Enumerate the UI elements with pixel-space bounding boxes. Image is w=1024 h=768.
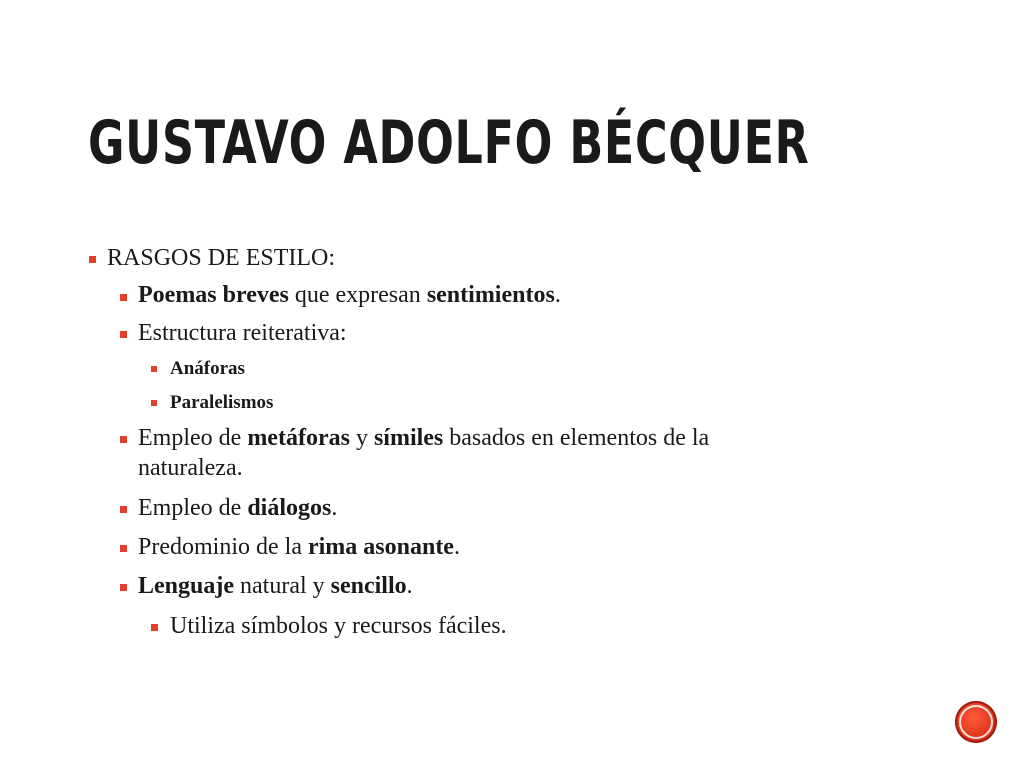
text-span: . [453, 534, 460, 560]
bold-text: sentimientos [426, 282, 555, 308]
bold-text: Lenguaje [138, 573, 234, 599]
bullet-icon [120, 331, 127, 338]
text-span: Predominio de la [138, 534, 308, 560]
next-slide-icon [959, 705, 993, 739]
list-item-label [138, 571, 413, 601]
bullet-icon [120, 294, 127, 301]
text-span: basados en elementos de la [443, 425, 710, 451]
text-span: natural y [234, 573, 331, 599]
text-span: . [331, 495, 338, 521]
slide-title: GUSTAVO ADOLFO BÉCQUER [88, 108, 810, 178]
bullet-icon [89, 256, 96, 263]
list-item-label [138, 532, 460, 562]
list-item-label: Utiliza símbolos y recursos fáciles. [170, 613, 507, 639]
list-item-label: RASGOS DE ESTILO: [107, 245, 336, 271]
bullet-icon [151, 624, 158, 631]
bullet-icon [151, 366, 157, 372]
text-span: que expresan [288, 282, 427, 308]
bullet-icon [151, 400, 157, 406]
bold-text: metáforas [247, 425, 350, 451]
bold-text: símiles [373, 425, 444, 451]
text-span: Empleo de [138, 495, 248, 521]
list-item-label-continuation: naturaleza. [138, 455, 243, 481]
bullet-icon [120, 506, 127, 513]
bullet-icon [120, 436, 127, 443]
list-item-label [138, 493, 337, 523]
bold-text: rima asonante [307, 534, 454, 560]
list-item-label: Anáforas [170, 358, 245, 379]
list-item-label [138, 280, 561, 310]
next-slide-button[interactable] [955, 701, 997, 743]
text-span: . [406, 573, 413, 599]
bold-text: Poemas breves [138, 282, 289, 308]
text-span: y [349, 425, 374, 451]
list-item-label [138, 423, 709, 453]
bullet-icon [120, 584, 127, 591]
text-span: . [554, 282, 561, 308]
list-item-label: Estructura reiterativa: [138, 320, 347, 346]
text-span: Empleo de [138, 425, 248, 451]
bold-text: sencillo [330, 573, 407, 599]
bold-text: diálogos [247, 495, 332, 521]
list-item-label: Paralelismos [170, 392, 274, 413]
bullet-icon [120, 545, 127, 552]
